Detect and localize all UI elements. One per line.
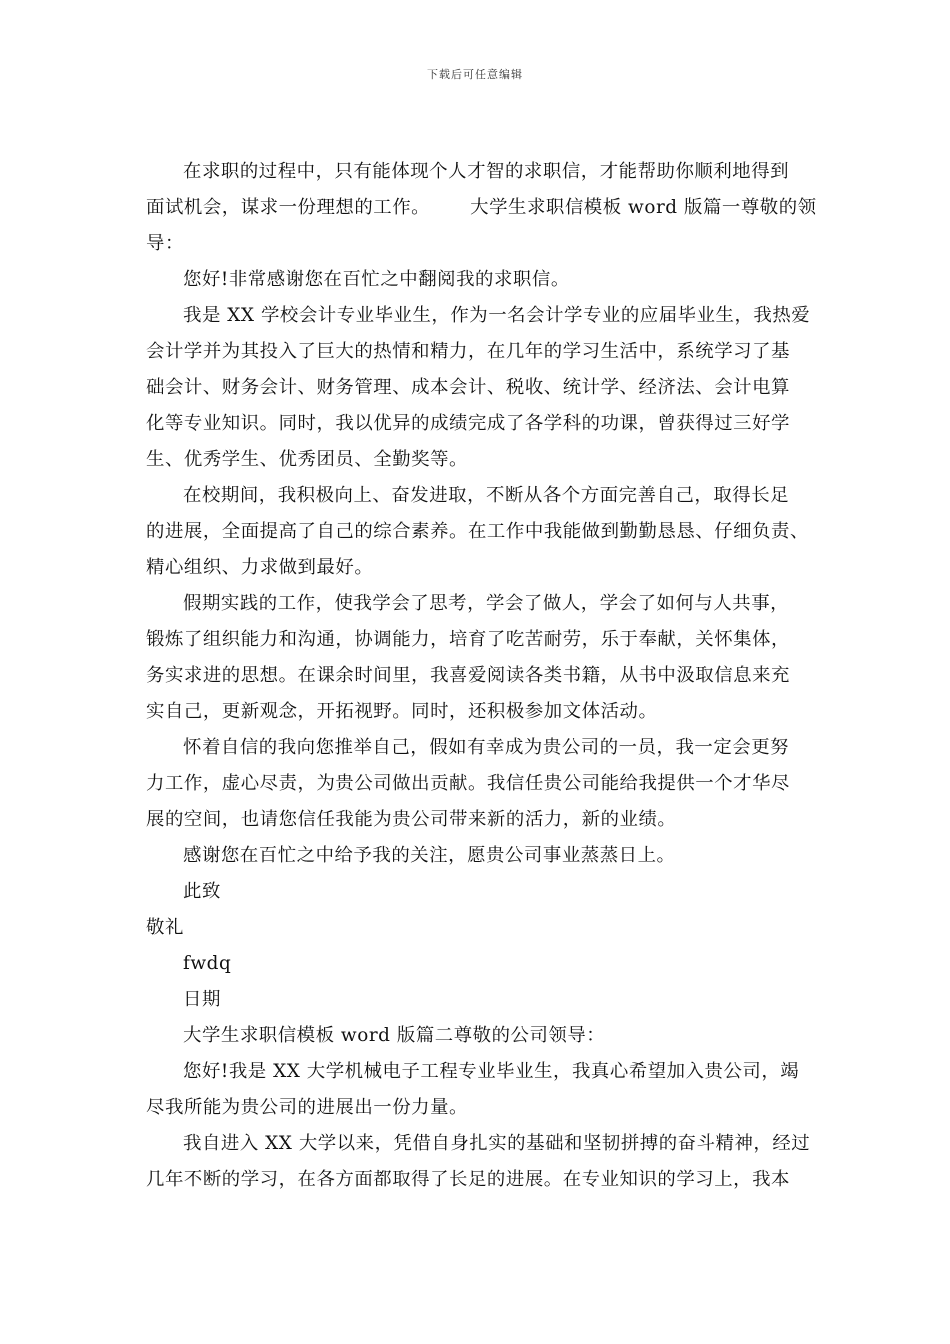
text-line: 精心组织、力求做到最好。 — [146, 557, 374, 578]
text-line: 的进展，全面提高了自己的综合素养。在工作中我能做到勤勤恳恳、仔细负责、 — [146, 521, 809, 542]
text-line: 展的空间，也请您信任我能为贵公司带来新的活力，新的业绩。 — [146, 809, 677, 830]
text-line: 务实求进的思想。在课余时间里，我喜爱阅读各类书籍，从书中汲取信息来充 — [146, 665, 790, 686]
text-line: 日期 — [183, 989, 221, 1010]
text-line: 础会计、财务会计、财务管理、成本会计、税收、统计学、经济法、会计电算 — [146, 377, 790, 398]
text-line: 大学生求职信模板 word 版篇二尊敬的公司领导： — [183, 1025, 606, 1046]
text-segment: 面试机会，谋求一份理想的工作。 — [146, 197, 431, 218]
text-line: 尽我所能为贵公司的进展出一份力量。 — [146, 1097, 468, 1118]
text-line: 化等专业知识。同时，我以优异的成绩完成了各学科的功课，曾获得过三好学 — [146, 413, 790, 434]
text-line: 假期实践的工作，使我学会了思考，学会了做人，学会了如何与人共事， — [183, 593, 790, 614]
text-line: 力工作，虚心尽责，为贵公司做出贡献。我信任贵公司能给我提供一个才华尽 — [146, 773, 790, 794]
text-line: 在求职的过程中，只有能体现个人才智的求职信，才能帮助你顺利地得到 — [183, 161, 790, 182]
text-line: 会计学并为其投入了巨大的热情和精力，在几年的学习生活中，系统学习了基 — [146, 341, 790, 362]
text-line: 您好!非常感谢您在百忙之中翻阅我的求职信。 — [183, 269, 570, 290]
text-line: 敬礼 — [146, 917, 184, 938]
page-header-note: 下载后可任意编辑 — [427, 68, 523, 81]
text-line: 在校期间，我积极向上、奋发进取，不断从各个方面完善自己，取得长足 — [183, 485, 790, 506]
text-segment: 大学生求职信模板 word 版篇一尊敬的领 — [470, 197, 817, 218]
text-line: 怀着自信的我向您推举自己，假如有幸成为贵公司的一员，我一定会更努 — [183, 737, 790, 758]
text-line: 我是 XX 学校会计专业毕业生，作为一名会计学专业的应届毕业生，我热爱 — [183, 305, 811, 326]
document-body — [146, 154, 826, 1198]
text-line: 锻炼了组织能力和沟通，协调能力，培育了吃苦耐劳，乐于奉献，关怀集体， — [146, 629, 790, 650]
text-line: 您好!我是 XX 大学机械电子工程专业毕业生，我真心希望加入贵公司，竭 — [183, 1061, 800, 1082]
text-line: 此致 — [183, 881, 221, 902]
text-line: 导： — [146, 233, 184, 254]
text-line: 感谢您在百忙之中给予我的关注，愿贵公司事业蒸蒸日上。 — [183, 845, 676, 866]
text-line — [146, 190, 826, 226]
text-line: 几年不断的学习，在各方面都取得了长足的进展。在专业知识的学习上，我本 — [146, 1169, 790, 1190]
text-line: 生、优秀学生、优秀团员、全勤奖等。 — [146, 449, 468, 470]
text-line: fwdq — [183, 953, 232, 974]
text-line: 我自进入 XX 大学以来，凭借自身扎实的基础和坚韧拼搏的奋斗精神，经过 — [183, 1133, 811, 1154]
text-line: 实自己，更新观念，开拓视野。同时，还积极参加文体活动。 — [146, 701, 658, 722]
